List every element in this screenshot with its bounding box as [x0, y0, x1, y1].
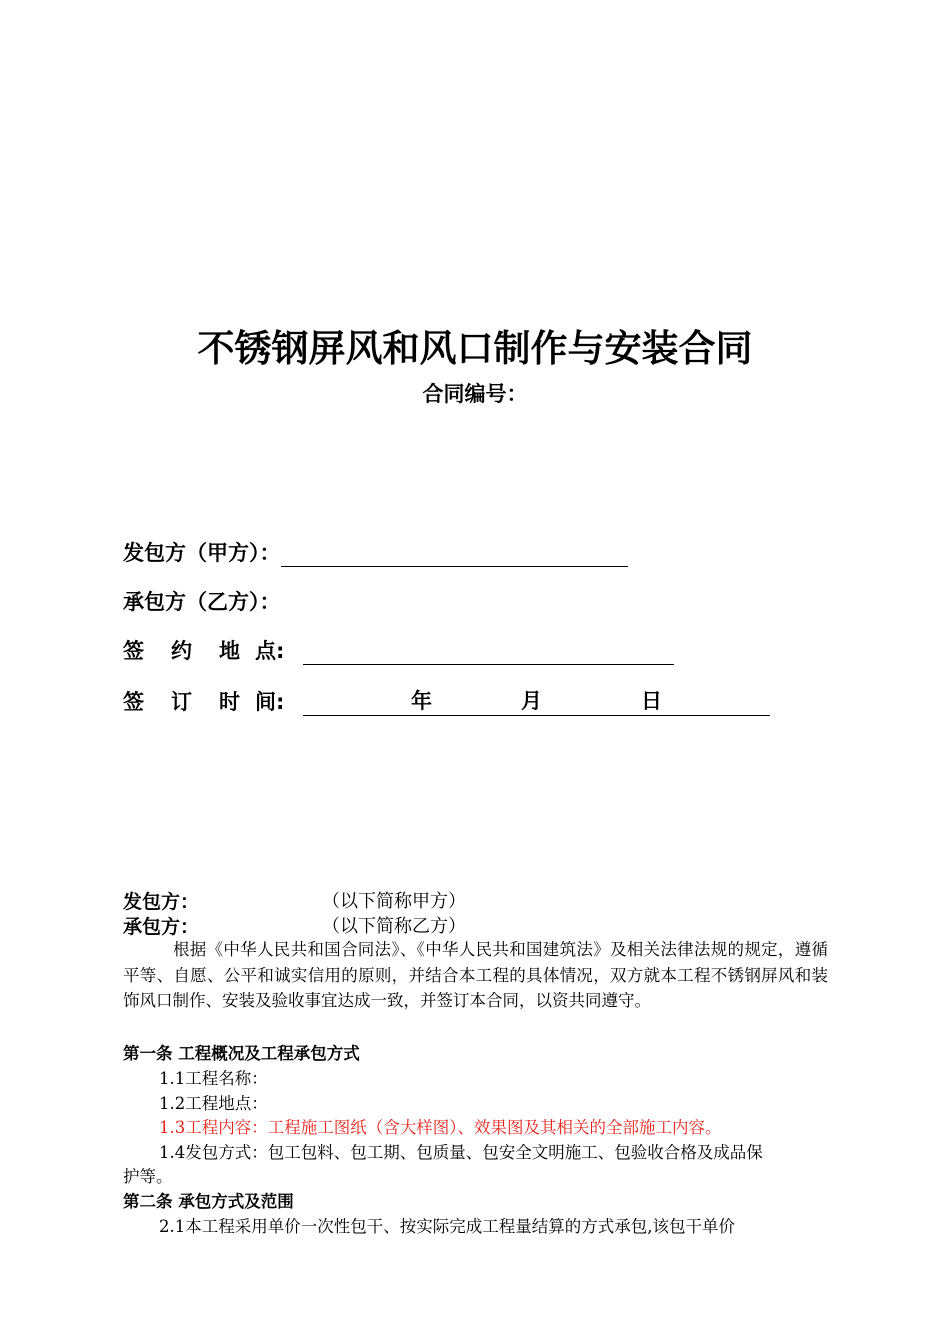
time-char-1: 签: [123, 690, 144, 714]
intro-party-a: 发包方：: [123, 891, 200, 913]
signing-place-blank[interactable]: [303, 638, 674, 665]
article-1-heading: 第一条 工程概况及工程承包方式: [123, 1044, 360, 1063]
year-unit: 年: [411, 689, 432, 713]
article-1-item-1: 1.1工程名称：: [159, 1069, 268, 1088]
signing-date-blank[interactable]: [303, 689, 770, 716]
time-char-4: 间:: [255, 690, 285, 714]
day-unit: 日: [641, 689, 662, 713]
article-2-heading: 第二条 承包方式及范围: [123, 1192, 294, 1211]
party-a-label: 发包方（甲方）：: [123, 541, 281, 565]
article-1-item-4-line-2: 护等。: [123, 1167, 173, 1186]
signing-place-field: [123, 635, 674, 665]
article-1-item-3: 1.3工程内容：工程施工图纸（含大样图）、效果图及其相关的全部施工内容。: [159, 1118, 722, 1137]
party-b-field: [123, 586, 281, 616]
signing-time-field: [123, 686, 770, 716]
time-char-3: 时: [219, 690, 240, 714]
party-a-blank[interactable]: [281, 540, 628, 567]
article-1-item-4-line-1: 1.4发包方式：包工包料、包工期、包质量、包安全文明施工、包验收合格及成品保: [159, 1143, 763, 1162]
intro-party-a-note: （以下简称甲方）: [322, 891, 466, 912]
time-char-2: 订: [171, 690, 192, 714]
place-char-3: 地: [219, 639, 240, 663]
month-unit: 月: [521, 689, 542, 713]
place-char-2: 约: [171, 639, 192, 663]
party-b-label: 承包方（乙方）：: [123, 590, 281, 614]
party-a-field: [123, 537, 628, 567]
intro-party-b: 承包方：: [123, 916, 200, 938]
place-char-4: 点:: [255, 639, 285, 663]
article-2-item-1: 2.1本工程采用单价一次性包干、按实际完成工程量结算的方式承包,该包干单价: [159, 1217, 735, 1236]
place-char-1: 签: [123, 639, 144, 663]
intro-party-b-note: （以下简称乙方）: [322, 916, 466, 937]
preamble-paragraph: 根据《中华人民共和国合同法》、《中华人民共和国建筑法》及相关法律法规的规定，遵循平等、自愿、公平和诚实信用的原则，并结合本工程的具体情况，双方就本工程不锈钢屏风和装饰风口制作、安装及验收事宜达成一致，并签订本合同，以资共同遵守。: [123, 940, 828, 1010]
contract-number-label: 合同编号：: [422, 382, 528, 406]
article-1-item-2: 1.2工程地点：: [159, 1094, 268, 1113]
document-title: 不锈钢屏风和风口制作与安装合同: [197, 327, 753, 370]
